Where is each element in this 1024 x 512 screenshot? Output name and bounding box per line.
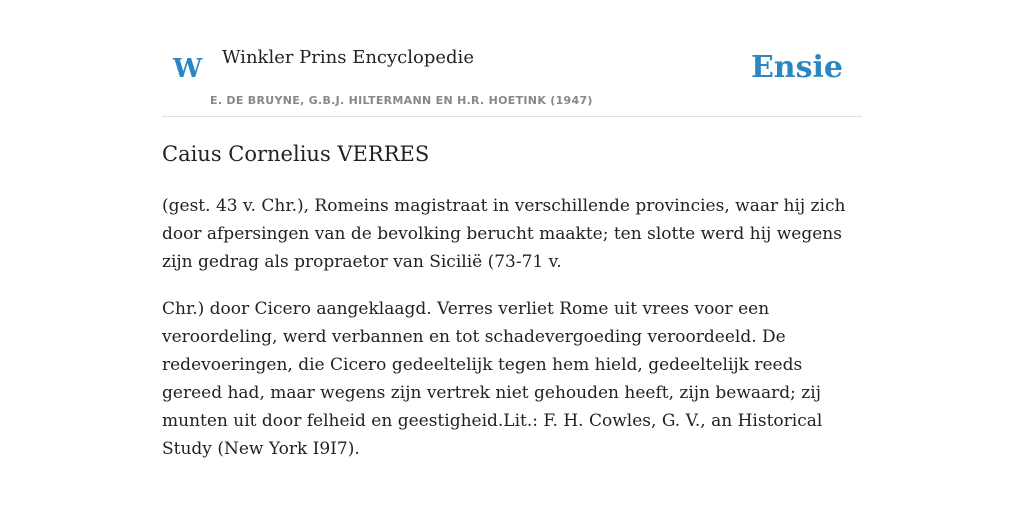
encyclopedia-logo-icon[interactable]: W	[173, 54, 203, 84]
book-authors: E. DE BRUYNE, G.B.J. HILTERMANN EN H.R. HOETINK (1947)	[210, 94, 593, 107]
book-title[interactable]: Winkler Prins Encyclopedie	[222, 47, 474, 68]
header	[162, 0, 862, 117]
entry-paragraph: (gest. 43 v. Chr.), Romeins magistraat in verschillende provincies, waar hij zich door afpersingen van de bevolking berucht maakte; ten slotte werd hij wegens zijn gedrag als propraetor van Sicilië (73-71 v.	[162, 196, 846, 272]
entry-paragraph: Chr.) door Cicero aangeklaagd. Verres verliet Rome uit vrees voor een veroordeling, werd verbannen en tot schadevergoeding veroordeeld. De redevoeringen, die Cicero gedeeltelijk tegen hem hield, gedeeltelijk reeds gereed had, maar wegens zijn vertrek niet gehouden heeft, zijn bewaard; zij munten uit door felheid en geestigheid.Lit.: F. H. Cowles, G. V., an Historical Study (New York I9I7).	[162, 299, 823, 459]
entry-body	[162, 192, 862, 482]
ensie-brand-logo[interactable]: Ensie	[750, 50, 843, 85]
entry-title: Caius Cornelius VERRES	[162, 142, 430, 166]
